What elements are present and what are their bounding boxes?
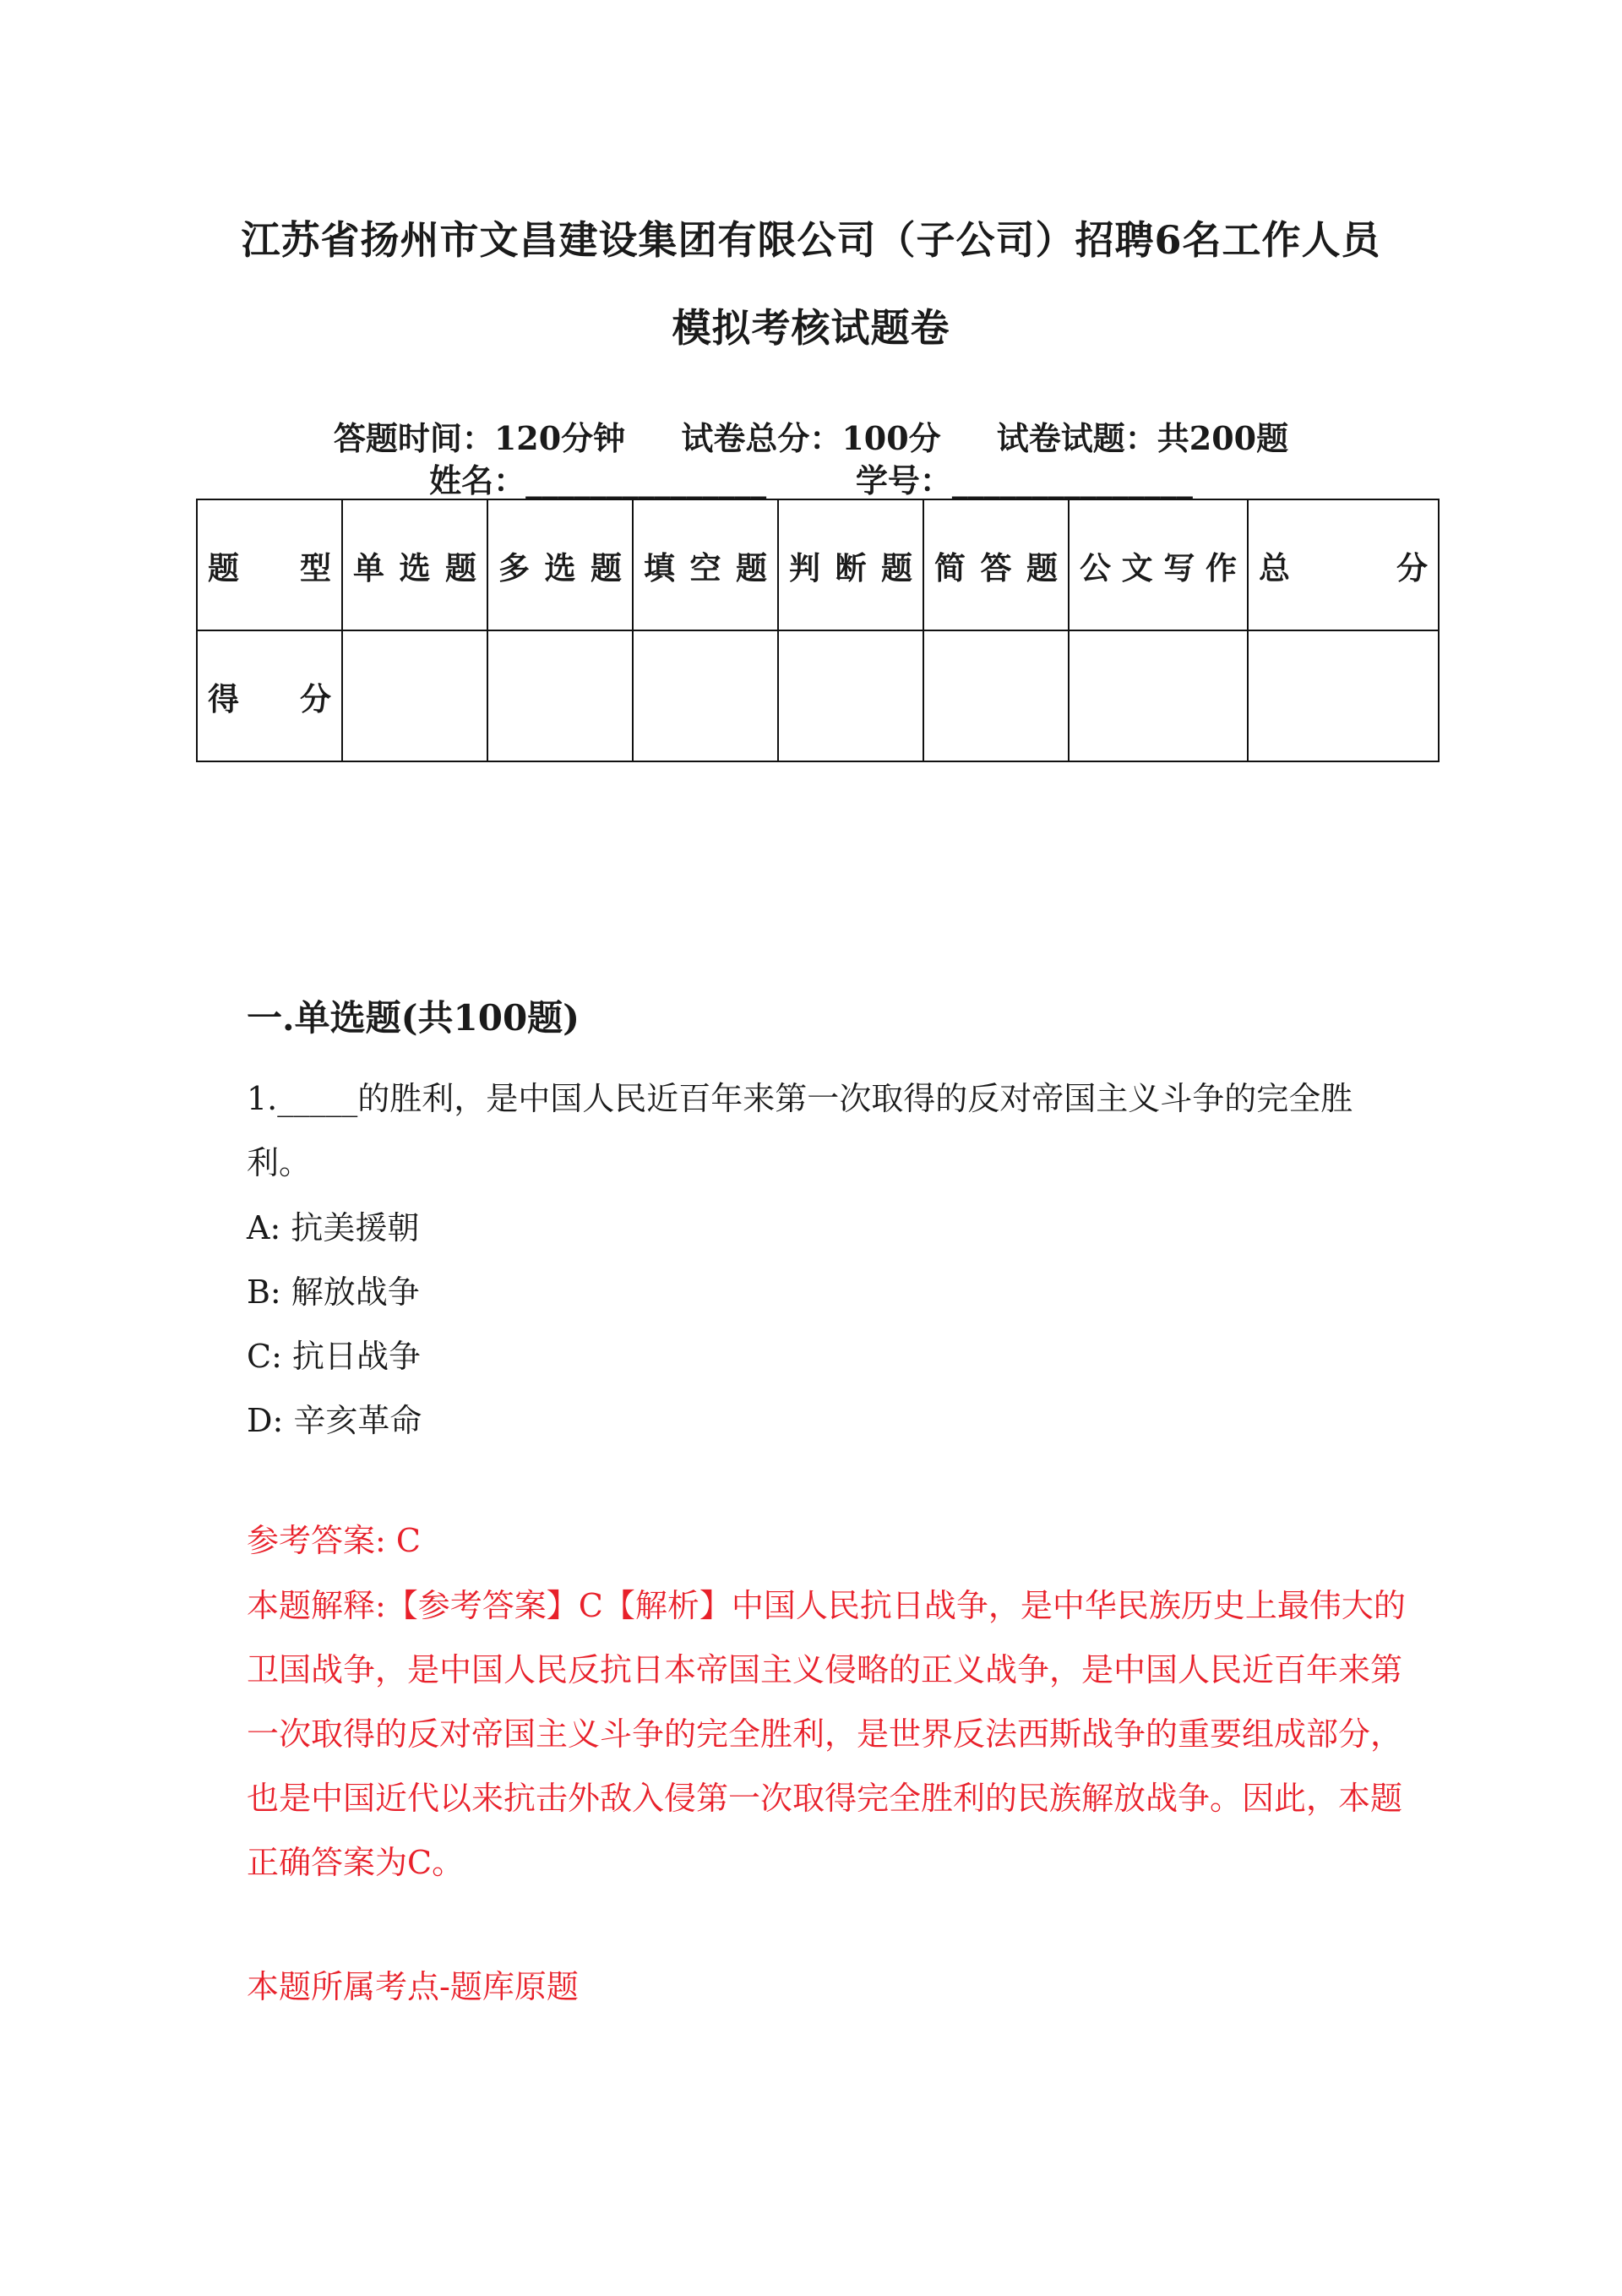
reference-answer: 参考答案: C bbox=[247, 1522, 421, 1559]
option-d: D: 辛亥革命 bbox=[247, 1402, 422, 1439]
exam-meta: 答题时间：120分钟 试卷总分：100分 试卷试题：共200题 bbox=[333, 419, 1289, 457]
score-table-score-row bbox=[197, 630, 1439, 761]
score-cell[interactable] bbox=[923, 630, 1069, 761]
col-short-answer: 简 答 题 bbox=[923, 499, 1069, 630]
option-a: A: 抗美援朝 bbox=[247, 1209, 420, 1246]
score-cell[interactable] bbox=[342, 630, 487, 761]
score-table-header-row bbox=[197, 499, 1439, 630]
exam-title-line2: 模拟考核试题卷 bbox=[672, 305, 950, 351]
col-fill-blank: 填 空 题 bbox=[633, 499, 778, 630]
student-id-label: 学号：_______________ bbox=[855, 461, 1193, 499]
option-b: B: 解放战争 bbox=[247, 1273, 420, 1311]
col-single-choice: 单 选 题 bbox=[342, 499, 487, 630]
answer-explanation: 本题解释:【参考答案】C【解析】中国人民抗日战争，是中华民族历史上最伟大的卫国战争，是中国人民反抗日本帝国主义侵略的正义战争，是中国人民近百年来第一次取得的反对帝国主义斗争的完全胜利，是世界反法西斯战争的重要组成部分，也是中国近代以来抗击外敌入侵第一次取得完全胜利的民族解放战争。因此，本题正确答案为C。 bbox=[247, 1587, 1406, 1881]
section-title: 一.单选题(共100题) bbox=[247, 997, 580, 1039]
col-official-writing: 公 文 写 作 bbox=[1069, 499, 1248, 630]
score-cell[interactable] bbox=[778, 630, 923, 761]
type-label-cell: 题 型 bbox=[197, 499, 342, 630]
score-cell[interactable] bbox=[1069, 630, 1248, 761]
col-total: 总 分 bbox=[1248, 499, 1439, 630]
col-true-false: 判 断 题 bbox=[778, 499, 923, 630]
score-table bbox=[196, 499, 1440, 762]
question-text: 1._____的胜利，是中国人民近百年来第一次取得的反对帝国主义斗争的完全胜利。 bbox=[247, 1080, 1353, 1181]
exam-title-line1: 江苏省扬州市文昌建设集团有限公司（子公司）招聘6名工作人员 bbox=[241, 217, 1381, 263]
name-label: 姓名：_______________ bbox=[429, 461, 767, 499]
knowledge-point: 本题所属考点-题库原题 bbox=[247, 1968, 579, 2005]
score-cell[interactable] bbox=[487, 630, 633, 761]
score-cell[interactable] bbox=[1248, 630, 1439, 761]
name-id-line bbox=[0, 455, 1622, 501]
option-c: C: 抗日战争 bbox=[247, 1338, 421, 1375]
score-cell[interactable] bbox=[633, 630, 778, 761]
score-label-cell: 得 分 bbox=[197, 630, 342, 761]
col-multi-choice: 多 选 题 bbox=[487, 499, 633, 630]
